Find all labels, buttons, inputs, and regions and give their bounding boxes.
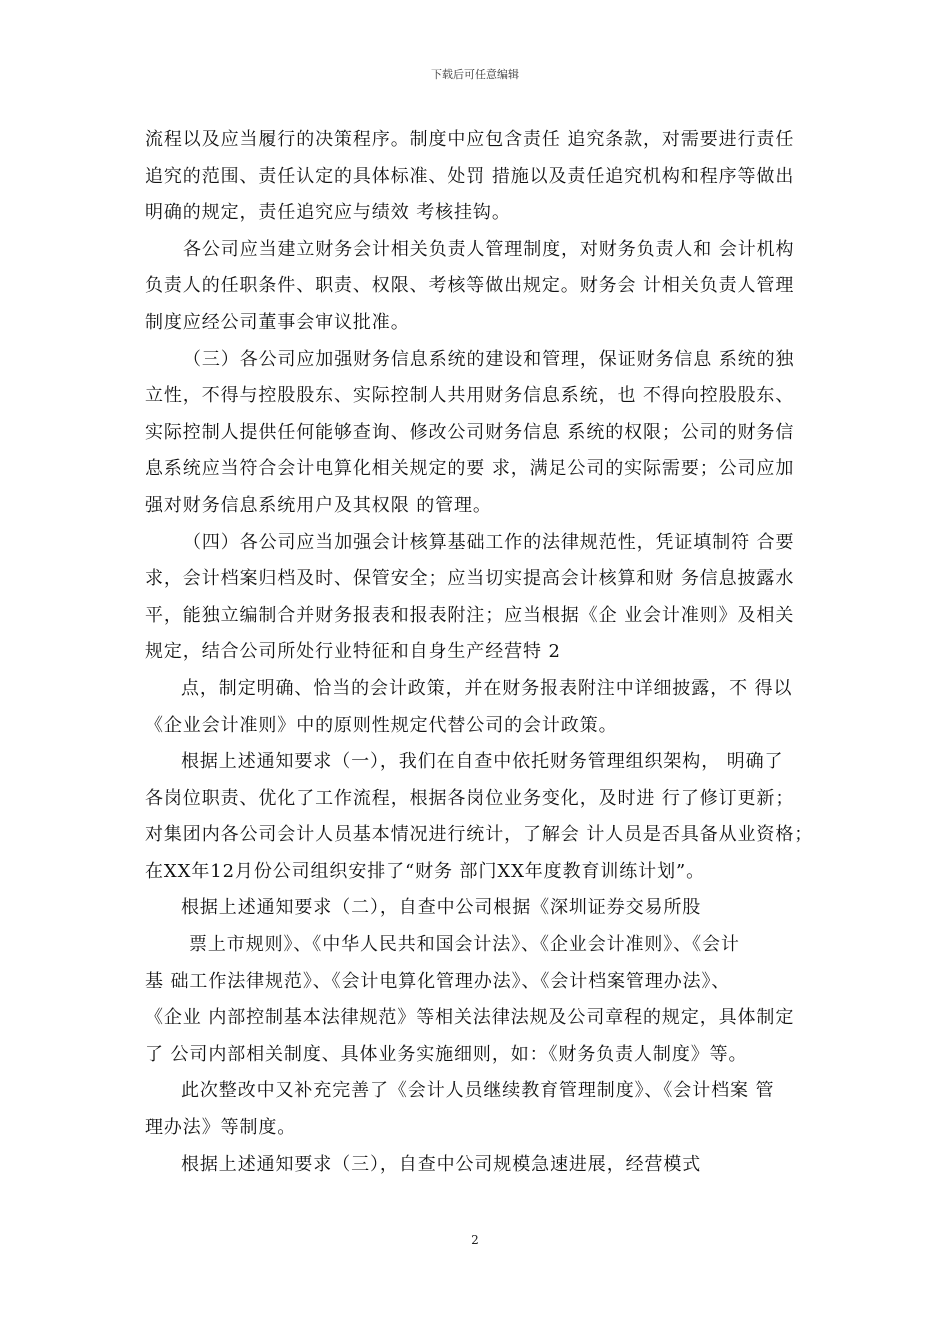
text-line: 平，能独立编制合并财务报表和报表附注；应当根据《企 业会计准则》及相关 [145,604,795,626]
text-line: 实际控制人提供任何能够查询、修改公司财务信息 系统的权限；公司的财务信 [145,421,795,443]
text-line: 基 础工作法律规范》、《会计电算化管理办法》、《会计档案管理办法》、 [145,970,731,992]
text-line: 在XX年12月份公司组织安排了“财务 部门XX年度教育训练计划”。 [145,860,705,882]
paragraph-start-line: 各公司应当建立财务会计相关负责人管理制度，对财务负责人和 会计机构 [183,238,795,260]
paragraph-start-line: 根据上述通知要求（一），我们在自查中依托财务管理组织架构， 明确了 [181,751,784,773]
text-line: 《企业会计准则》中的原则性规定代替公司的会计政策。 [145,714,618,736]
paragraph-start-line: 根据上述通知要求（三），自查中公司规模急速进展，经营模式 [181,1153,702,1175]
text-line: 强对财务信息系统用户及其权限 的管理。 [145,494,492,516]
text-line: 负责人的任职条件、职责、权限、考核等做出规定。财务会 计相关负责人管理 [145,275,795,297]
text-line: 了 公司内部相关制度、具体业务实施细则，如：《财务负责人制度》等。 [145,1043,748,1065]
text-line: 各岗位职责、优化了工作流程，根据各岗位业务变化，及时进 行了修订更新； [145,787,795,809]
text-line: 立性，不得与控股股东、实际控制人共用财务信息系统，也 不得向控股股东、 [145,385,795,407]
paragraph-start-line: （三）各公司应加强财务信息系统的建设和管理，保证财务信息 系统的独 [183,348,795,370]
text-line: 息系统应当符合会计电算化相关规定的要 求，满足公司的实际需要；公司应加 [145,458,795,480]
text-line: 制度应经公司董事会审议批准。 [145,311,410,333]
paragraph-start-line: （四）各公司应当加强会计核算基础工作的法律规范性，凭证填制符 合要 [183,531,795,553]
text-line: 流程以及应当履行的决策程序。制度中应包含责任 追究条款，对需要进行责任 [145,129,795,150]
text-line: 求，会计档案归档及时、保管安全；应当切实提高会计核算和财 务信息披露水 [145,568,795,590]
paragraph-start-line: 票上市规则》、《中华人民共和国会计法》、《企业会计准则》、《会计 [189,934,740,956]
text-line: 对集团内各公司会计人员基本情况进行统计，了解会 计人员是否具备从业资格； [145,824,814,846]
document-body [145,122,815,1183]
text-line: 《企业 内部控制基本法律规范》等相关法律法规及公司章程的规定，具体制定 [145,1007,795,1029]
page-number: 2 [471,1233,479,1247]
text-line: 规定，结合公司所处行业特征和自身生产经营特 2 [145,641,561,663]
paragraph-start-line: 点，制定明确、恰当的会计政策，并在财务报表附注中详细披露，不 得以 [181,677,793,699]
paragraph-start-line: 此次整改中又补充完善了《会计人员继续教育管理制度》、《会计档案 管 [181,1080,775,1102]
text-line: 追究的范围、责任认定的具体标准、处罚 措施以及责任追究机构和程序等做出 [145,165,795,187]
paragraph-start-line: 根据上述通知要求（二），自查中公司根据《深圳证券交易所股 [181,897,702,919]
page-header: 下载后可任意编辑 [431,68,519,81]
text-line: 理办法》等制度。 [145,1117,297,1139]
text-line: 明确的规定，责任追究应与绩效 考核挂钩。 [145,202,511,224]
